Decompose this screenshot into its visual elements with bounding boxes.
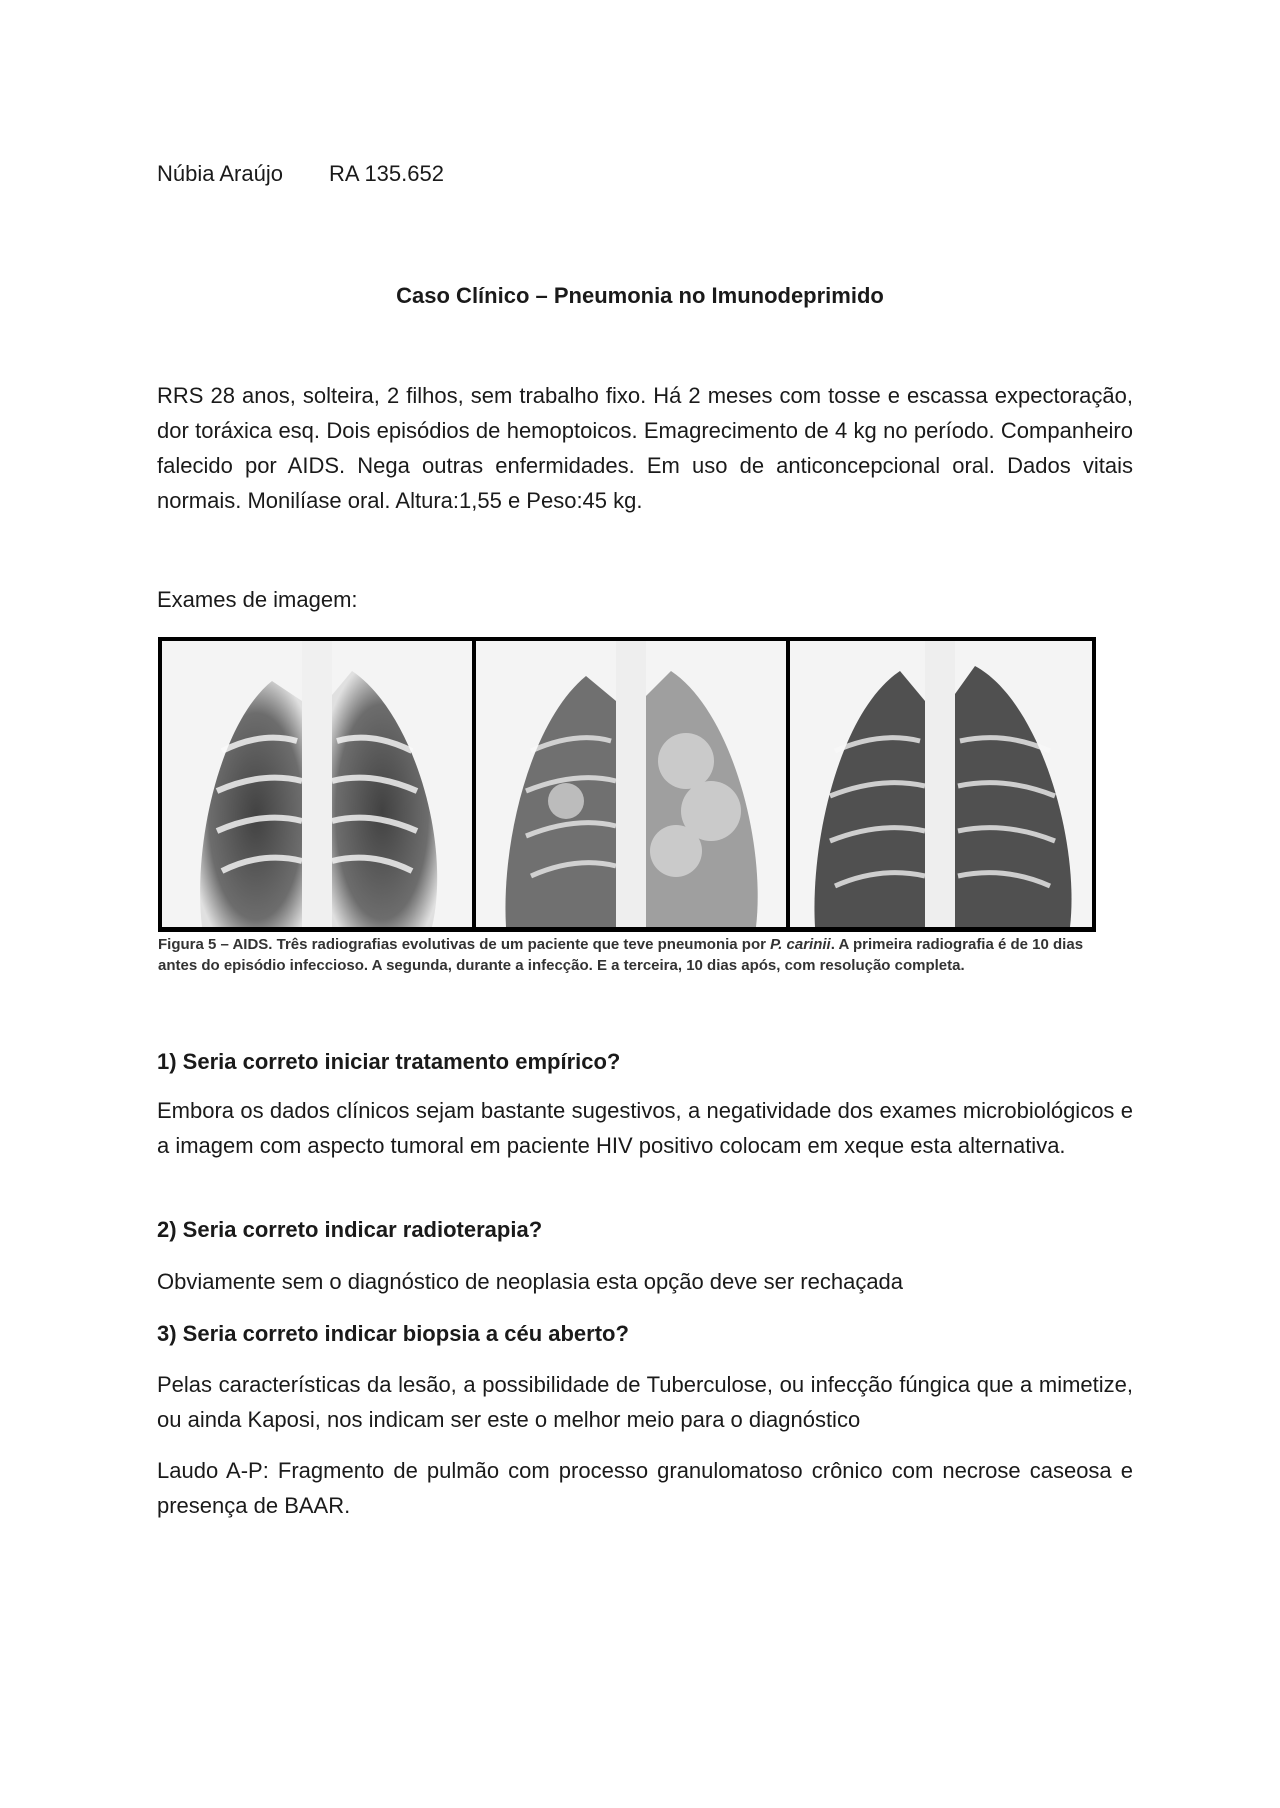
answer-2: Obviamente sem o diagnóstico de neoplasia esta opção deve ser rechaçada bbox=[157, 1269, 904, 1294]
pathology-report: Laudo A-P: Fragmento de pulmão com processo granulomatoso crônico com necrose caseosa e presença de BAAR. bbox=[157, 1458, 1133, 1518]
caption-italic-organism: P. carinii bbox=[770, 936, 831, 953]
xray-after-resolution bbox=[790, 641, 1092, 927]
answer-3: Pelas características da lesão, a possibilidade de Tuberculose, ou infecção fúngica que a mimetize, ou ainda Kaposi, nos indicam ser este o melhor meio para o diagnóstico bbox=[157, 1372, 1133, 1432]
caption-text-end: . A primeira radiografia é de 10 dias antes do episódio infeccioso. A segunda, durante a infecção. E a terceira, 10 dias após, com resolução completa. bbox=[158, 936, 1084, 974]
document-title: Caso Clínico – Pneumonia no Imunodeprimido bbox=[396, 283, 884, 308]
xray-during-infection bbox=[476, 641, 786, 927]
student-ra: RA 135.652 bbox=[328, 161, 444, 186]
figure-caption bbox=[158, 934, 1098, 976]
case-description: RRS 28 anos, solteira, 2 filhos, sem trabalho fixo. Há 2 meses com tosse e escassa expectoração, dor toráxica esq. Dois episódios de hemoptoicos. Emagrecimento de 4 kg no período. Companheiro falecido por AIDS. Nega outras enfermidades. Em uso de anticoncepcional oral. Dados vitais normais. Monilíase oral. Altura:1,55 e Peso:45 kg. bbox=[157, 383, 1133, 513]
question-1: 1) Seria correto iniciar tratamento empírico? bbox=[157, 1049, 621, 1074]
question-2: 2) Seria correto indicar radioterapia? bbox=[157, 1217, 543, 1242]
xray-before-infection bbox=[162, 641, 472, 927]
question-3: 3) Seria correto indicar biopsia a céu aberto? bbox=[157, 1321, 629, 1346]
caption-text: Figura 5 – AIDS. Três radiografias evolutivas de um paciente que teve pneumonia por bbox=[158, 936, 771, 953]
imaging-exams-label: Exames de imagem: bbox=[157, 587, 358, 612]
author-name: Núbia Araújo bbox=[157, 161, 283, 186]
author-line bbox=[157, 156, 444, 191]
answer-1: Embora os dados clínicos sejam bastante sugestivos, a negatividade dos exames microbiológicos e a imagem com aspecto tumoral em paciente HIV positivo colocam em xeque esta alternativa. bbox=[157, 1098, 1133, 1158]
chest-xray-figure bbox=[158, 637, 1096, 932]
